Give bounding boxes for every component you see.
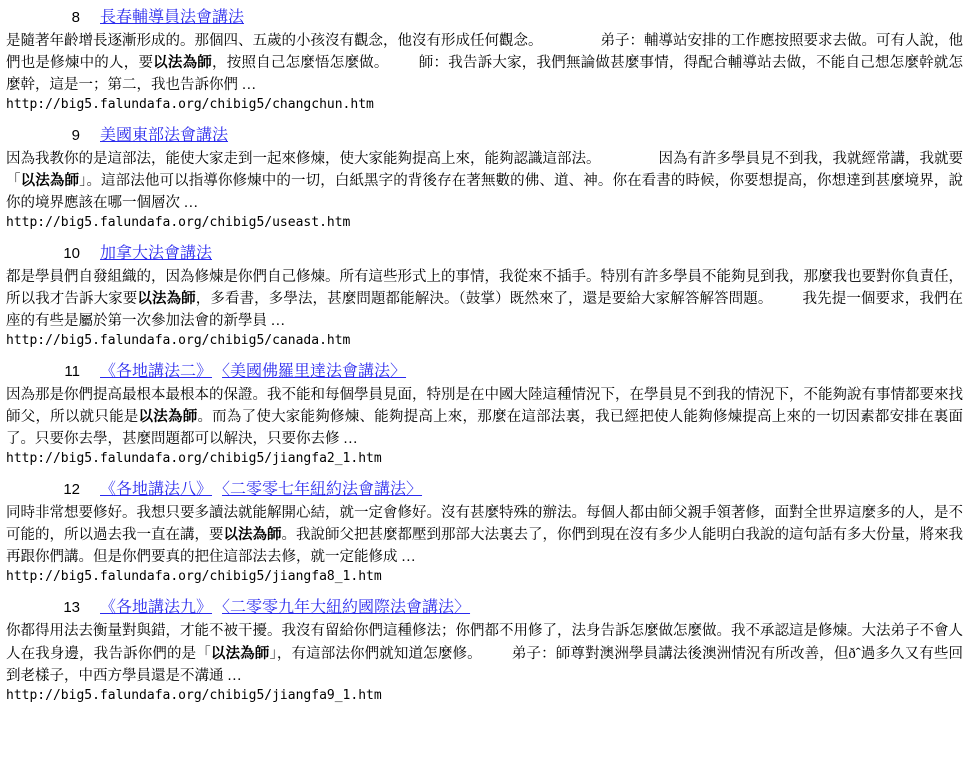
snippet-text: 是隨著年齡增長逐漸形成的。那個四、五歲的小孩沒有觀念，他沒有形成任何觀念。 (6, 33, 543, 49)
search-result (0, 472, 973, 584)
result-header (4, 590, 967, 617)
result-subtitle-link[interactable]: 〈二零零九年大紐約國際法會講法〉 (222, 599, 471, 617)
result-snippet (6, 148, 963, 214)
result-header (4, 354, 967, 381)
result-title-link[interactable]: 美國東部法會講法 (100, 127, 229, 145)
result-title-group (100, 358, 967, 381)
snippet-text: 你都得用法去衡量對與錯，才能不被干擾。我沒有留給你們這種修法；你們都不用修了，法身告訴怎麼做怎麼做。我不承認這是修煉。大法弟子不會人人在我身邊，我告訴你們的是「 (6, 623, 963, 662)
result-index: 8 (71, 9, 80, 26)
result-snippet (6, 502, 963, 568)
search-result (0, 118, 973, 230)
result-url[interactable]: http://big5.falundafa.org/chibig5/jiangfa9_1.htm (6, 687, 382, 703)
snippet-text: 。而為了使大家能夠修煉、能夠提高上來，那麼在這部法裏，我已經把使人能夠修煉提高上來的一切因素都安排在裏面了。只要你去學，甚麼問題都可以解決，只要你去修 … (6, 409, 964, 448)
result-snippet (6, 384, 963, 450)
snippet-highlight: 以法為師 (153, 55, 213, 72)
snippet-text: ，按照自己怎麼悟怎麼做。 (212, 55, 389, 72)
result-index: 11 (64, 363, 80, 381)
result-header (4, 472, 967, 499)
search-result (0, 354, 973, 466)
snippet-text: 我先提一個要求，我們在座的有些是屬於第一次參加法會的新學員 … (6, 291, 964, 330)
snippet-text: ，多看書，多學法，甚麼問題都能解決。（鼓掌）既然來了，還是要給大家解答解答問題。 (195, 291, 773, 308)
snippet-highlight: 以法為師 (20, 173, 80, 190)
snippet-text: 因為我教你的是這部法，能使大家走到一起來修煉，使大家能夠提高上來，能夠認識這部法。 (6, 151, 601, 168)
snippet-text: 」，有這部法你們就知道怎麼修。 (269, 645, 482, 662)
snippet-text: 弟子：輔導站安排的工作應按照要求去做。可有人說，他們也是修煉中的人， (6, 33, 963, 72)
snippet-text: 。我說師父把甚麼都壓到那部大法裏去了，你們到現在沒有多少人能明白我說的這句話有多大份量，將來我再跟你們講。但是你們要真的把住這部法去修，就一定能修成 … (6, 527, 963, 566)
result-header (4, 118, 967, 145)
snippet-text: 因為那是你們提高最根本最根本的保證。我不能和每個學員見面，特別是在中國大陸這種情況下，在學員見不到我的情況下，不能夠說有事情都要來找師父，所以就只能是 (6, 387, 963, 426)
search-result (0, 590, 973, 702)
snippet-text: 師：我告訴大家，我們無論做甚麼事情，得配合輔導站去做，不能自己想怎麼幹就怎麼幹，這是一；第二，我也告訴你們 … (6, 55, 964, 94)
result-title-link[interactable]: 加拿大法會講法 (100, 245, 213, 263)
result-url[interactable]: http://big5.falundafa.org/chibig5/changchun.htm (6, 97, 374, 113)
result-snippet (6, 620, 963, 686)
result-index: 13 (63, 599, 80, 617)
result-title-group (100, 4, 967, 27)
result-subtitle-link[interactable]: 〈二零零七年紐約法會講法〉 (222, 481, 423, 499)
result-title-group (100, 122, 967, 145)
result-title-group (100, 594, 967, 617)
snippet-text: 因為有許多學員見不到我，我就經常講，我就要「 (6, 151, 963, 190)
result-index: 12 (63, 481, 80, 499)
snippet-highlight: 以法為師 (210, 645, 270, 662)
result-subtitle-link[interactable]: 〈美國佛羅里達法會講法〉 (222, 363, 407, 381)
snippet-highlight: 以法為師 (138, 409, 198, 426)
result-title-link[interactable]: 《各地講法九》 (100, 599, 213, 617)
result-title-group (100, 476, 967, 499)
result-title-link[interactable]: 長春輔導員法會講法 (100, 9, 245, 26)
result-header (4, 236, 967, 263)
snippet-highlight: 以法為師 (137, 291, 196, 308)
snippet-text: 弟子：師尊對澳洲學員講法後澳洲情況有所改善，但ðˆ過多久又有些回到老樣子，中西方學員還是不溝通 … (6, 645, 964, 684)
snippet-text: 」。這部法他可以指導你修煉中的一切，白紙黑字的背後存在著無數的佛、道、神。你在看書的時候，你要想提高，你想達到甚麼境界，說你的境界應該在哪一個層次 … (6, 173, 964, 212)
result-snippet (6, 266, 963, 332)
snippet-text: 同時非常想要修好。我想只要多讀法就能解開心結，就一定會修好。沒有甚麼特殊的辦法。每個人都由師父親手領著修，面對全世界這麼多的人，是不可能的，所以過去我一直在講，要 (6, 505, 963, 544)
search-result (0, 236, 973, 348)
search-result (0, 0, 973, 112)
result-index: 10 (63, 245, 80, 263)
snippet-highlight: 以法為師 (223, 527, 282, 544)
result-url[interactable]: http://big5.falundafa.org/chibig5/canada.htm (6, 333, 351, 349)
result-title-link[interactable]: 《各地講法二》 (100, 363, 213, 381)
snippet-text: 要 (138, 55, 154, 72)
result-url[interactable]: http://big5.falundafa.org/chibig5/jiangfa2_1.htm (6, 451, 382, 467)
result-url[interactable]: http://big5.falundafa.org/chibig5/jiangfa8_1.htm (6, 569, 382, 585)
result-title-link[interactable]: 《各地講法八》 (100, 481, 213, 499)
result-snippet (6, 30, 963, 96)
result-url[interactable]: http://big5.falundafa.org/chibig5/useast.htm (6, 215, 351, 231)
result-index: 9 (71, 127, 80, 145)
snippet-text: 都是學員們自發組織的，因為修煉是你們自己修煉。所有這些形式上的事情，我從來不插手。特別有許多學員不能夠見到我，那麼我也要對你負責任，所以我才告訴大家要 (6, 269, 963, 308)
result-title-group (100, 240, 967, 263)
result-header (4, 0, 967, 27)
